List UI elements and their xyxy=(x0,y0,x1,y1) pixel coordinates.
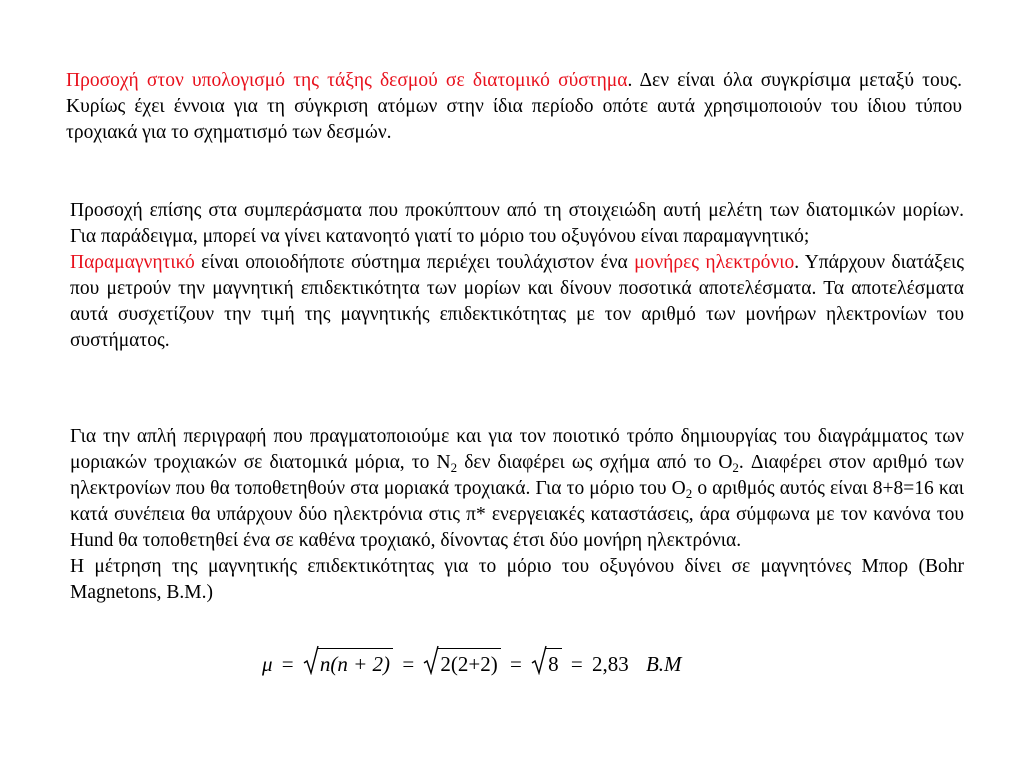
text-electron-count: . Διαφέρει στον αριθμό των ηλεκτρονίων που θα τοποθετηθούν στα μοριακά τροχιακά. Για το μόριο του O xyxy=(70,452,964,499)
text-mo-diagram-intro: Για την απλή περιγραφή που πραγματοποιούμε και για τον ποιοτικό τρόπο δημιουργίας του διαγράμματος των μοριακών τροχιακών σε διατομικά μόρια, το N xyxy=(70,426,964,473)
formula-equals-4: = xyxy=(570,652,583,676)
formula-unit: B.M xyxy=(645,652,682,676)
formula-equals-3: = xyxy=(510,652,522,676)
text-conclusions-warning: Προσοχή επίσης στα συμπεράσματα που προκύπτουν από τη στοιχειώδη αυτή μελέτη των διατομικών μορίων. Για παράδειγμα, μπορεί να γίνει κατανοητό γιατί το μόριο του οξυγόνου είναι παραμαγνητικό; xyxy=(70,200,964,247)
paragraph-bond-order-note xyxy=(66,68,962,146)
text-susceptibility-measurement: . Υπάρχουν διατάξεις που μετρούν την μαγνητική επιδεκτικότητα των μορίων και δίνουν ποσοτικά αποτελέσματα. Τα αποτελέσματα αυτά συσχετίζουν την τιμή της μαγνητικής επιδεκτικότητας με τον αριθμό των μονήρων ηλεκτρονίων του συστήματος. xyxy=(70,252,964,351)
formula-radicand-eight: 8 xyxy=(545,648,562,677)
paragraph-oxygen-molecule xyxy=(70,424,964,606)
text-bohr-magnetons: Η μέτρηση της μαγνητικής επιδεκτικότητας για το μόριο του οξυγόνου δίνει σε μαγνητόνες Μπορ (Bohr Magnetons, B.M.) xyxy=(70,556,964,603)
magnetic-moment-formula xyxy=(262,648,682,694)
highlight-bond-order-warning: Προσοχή στον υπολογισμό της τάξης δεσμού σε διατομικό σύστημα xyxy=(66,70,628,91)
text-hund-rule: ο αριθμός αυτός είναι 8+8=16 και κατά συνέπεια θα υπάρχουν δύο ηλεκτρόνια στις π* ενεργειακές καταστάσεις, άρα σύμφωνα με τον κανόνα του Hund θα τοποθετηθεί ένα σε καθένα τροχιακό, δίνοντας έτσι δύο μονήρη ηλεκτρόνια. xyxy=(70,478,964,551)
radical-sign-icon xyxy=(423,645,439,675)
text-n2-o2-compare: δεν διαφέρει ως σχήμα από το O xyxy=(457,452,733,473)
formula-sqrt-n xyxy=(303,648,393,677)
highlight-unpaired-electron: μονήρες ηλεκτρόνιο xyxy=(634,252,795,273)
formula-mu: μ xyxy=(262,652,273,676)
subscript-n2: 2 xyxy=(450,460,458,475)
formula-sqrt-eight xyxy=(531,648,562,677)
subscript-o2-first: 2 xyxy=(732,460,739,475)
paragraph-paramagnetism xyxy=(70,198,964,354)
formula-result-value: 2,83 xyxy=(591,652,629,676)
highlight-paramagnetic-term: Παραμαγνητικό xyxy=(70,252,195,273)
text-paramagnetic-definition: είναι οποιοδήποτε σύστημα περιέχει τουλάχιστον ένα xyxy=(194,252,635,273)
formula-sqrt-numeric xyxy=(423,648,500,677)
formula-radicand-numeric: 2(2+2) xyxy=(437,648,500,677)
radical-sign-icon xyxy=(531,645,547,675)
formula-equals-1: = xyxy=(281,652,294,676)
radical-sign-icon xyxy=(303,645,319,675)
text-bond-order-comparison: . Δεν είναι όλα συγκρίσιμα μεταξύ τους. Κυρίως έχει έννοια για τη σύγκριση ατόμων στην ίδια περίοδο οπότε αυτά χρησιμοποιούν του ίδιου τύπου τροχιακά για το σχηματισμό των δεσμών. xyxy=(66,70,962,143)
subscript-o2-second: 2 xyxy=(685,486,693,501)
formula-radicand-n: n(n + 2) xyxy=(317,648,393,677)
formula-equals-2: = xyxy=(402,652,415,676)
